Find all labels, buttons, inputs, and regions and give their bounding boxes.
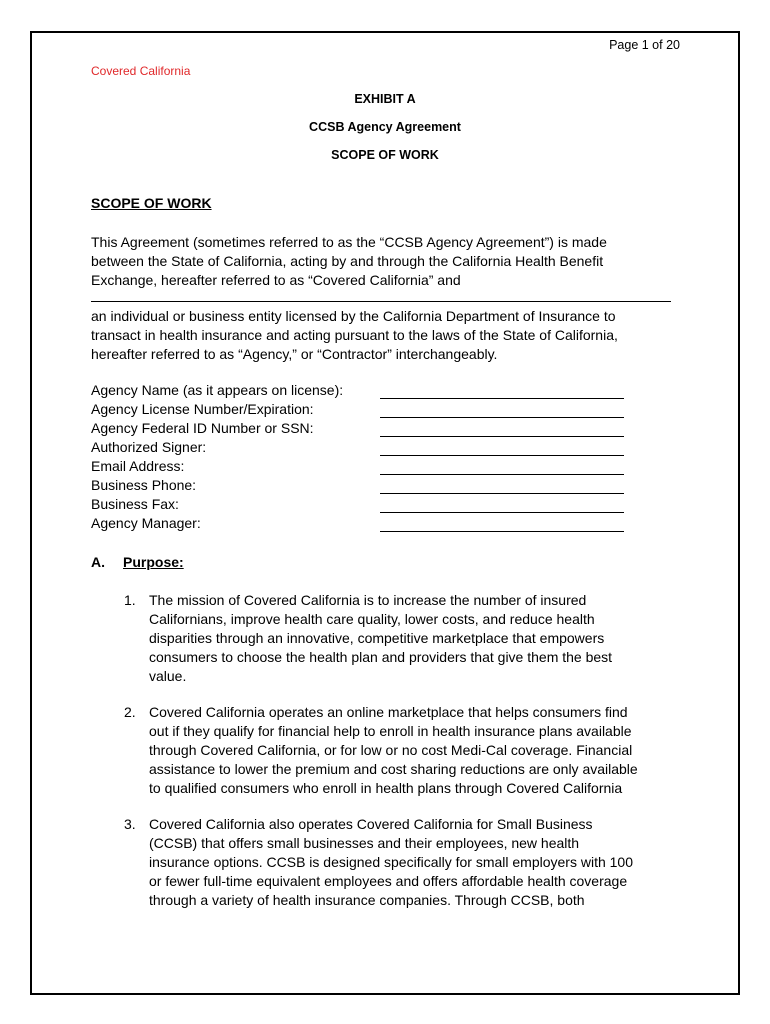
intro-line: Exchange, hereafter referred to as “Covered California” and — [91, 272, 461, 288]
field-phone-label: Business Phone: — [91, 477, 197, 493]
field-manager-label: Agency Manager: — [91, 515, 201, 531]
item-line: (CCSB) that offers small businesses and their employees, new health — [149, 835, 580, 851]
intro-paragraph-cont — [91, 307, 691, 364]
field-federal-id-label: Agency Federal ID Number or SSN: — [91, 420, 314, 436]
field-signer-input[interactable] — [380, 455, 624, 456]
intro-paragraph — [91, 233, 691, 290]
item-line: to qualified consumers who enroll in health plans through Covered California — [149, 780, 623, 796]
item-line: The mission of Covered California is to increase the number of insured — [149, 592, 587, 608]
item-line: insurance options. CCSB is designed specifically for small employers with 100 — [149, 854, 633, 870]
purpose-heading — [91, 554, 184, 570]
purpose-letter: A. — [91, 554, 105, 570]
field-license-label: Agency License Number/Expiration: — [91, 401, 314, 417]
item-number: 1. — [124, 592, 136, 608]
section-heading: SCOPE OF WORK — [91, 195, 212, 211]
item-line: out if they qualify for financial help to enroll in health insurance plans available — [149, 723, 632, 739]
intro-line: hereafter referred to as “Agency,” or “Contractor” interchangeably. — [91, 346, 498, 362]
item-line: value. — [149, 668, 187, 684]
field-agency-name-label: Agency Name (as it appears on license): — [91, 382, 344, 398]
field-federal-id-input[interactable] — [380, 436, 624, 437]
field-email-input[interactable] — [380, 474, 624, 475]
intro-line: between the State of California, acting by and through the California Health Benefit — [91, 253, 604, 269]
intro-line: This Agreement (sometimes referred to as the “CCSB Agency Agreement”) is made — [91, 234, 607, 250]
field-fax-input[interactable] — [380, 512, 624, 513]
item-body — [149, 591, 689, 686]
item-line: consumers to choose the health plan and providers that give them the best — [149, 649, 613, 665]
item-body — [149, 815, 689, 910]
item-line: assistance to lower the premium and cost sharing reductions are only available — [149, 761, 638, 777]
brand-label: Covered California — [91, 64, 191, 78]
page-number: Page 1 of 20 — [609, 38, 680, 52]
item-body — [149, 703, 689, 798]
intro-line: an individual or business entity licensed by the California Department of Insurance to — [91, 308, 616, 324]
field-agency-name-input[interactable] — [380, 398, 624, 399]
item-line: through Covered California, or for low or no cost Medi-Cal coverage. Financial — [149, 742, 633, 758]
field-signer-label: Authorized Signer: — [91, 439, 207, 455]
field-email-label: Email Address: — [91, 458, 185, 474]
exhibit-title: EXHIBIT A — [354, 92, 416, 106]
purpose-title: Purpose: — [123, 554, 184, 570]
item-line: disparities through an innovative, competitive marketplace that empowers — [149, 630, 605, 646]
item-line: Covered California also operates Covered California for Small Business — [149, 816, 593, 832]
scope-title: SCOPE OF WORK — [331, 148, 439, 162]
item-number: 3. — [124, 816, 136, 832]
field-license-input[interactable] — [380, 417, 624, 418]
item-line: or fewer full-time equivalent employees and offers affordable health coverage — [149, 873, 628, 889]
item-number: 2. — [124, 704, 136, 720]
item-line: Covered California operates an online marketplace that helps consumers find — [149, 704, 628, 720]
field-phone-input[interactable] — [380, 493, 624, 494]
field-manager-input[interactable] — [380, 531, 624, 532]
field-fax-label: Business Fax: — [91, 496, 179, 512]
contractor-name-line[interactable] — [91, 301, 671, 302]
item-line: Californians, improve health care quality, lower costs, and reduce health — [149, 611, 595, 627]
intro-line: transact in health insurance and acting pursuant to the laws of the State of California, — [91, 327, 618, 343]
item-line: through a variety of health insurance companies. Through CCSB, both — [149, 892, 585, 908]
agreement-title: CCSB Agency Agreement — [309, 120, 461, 134]
